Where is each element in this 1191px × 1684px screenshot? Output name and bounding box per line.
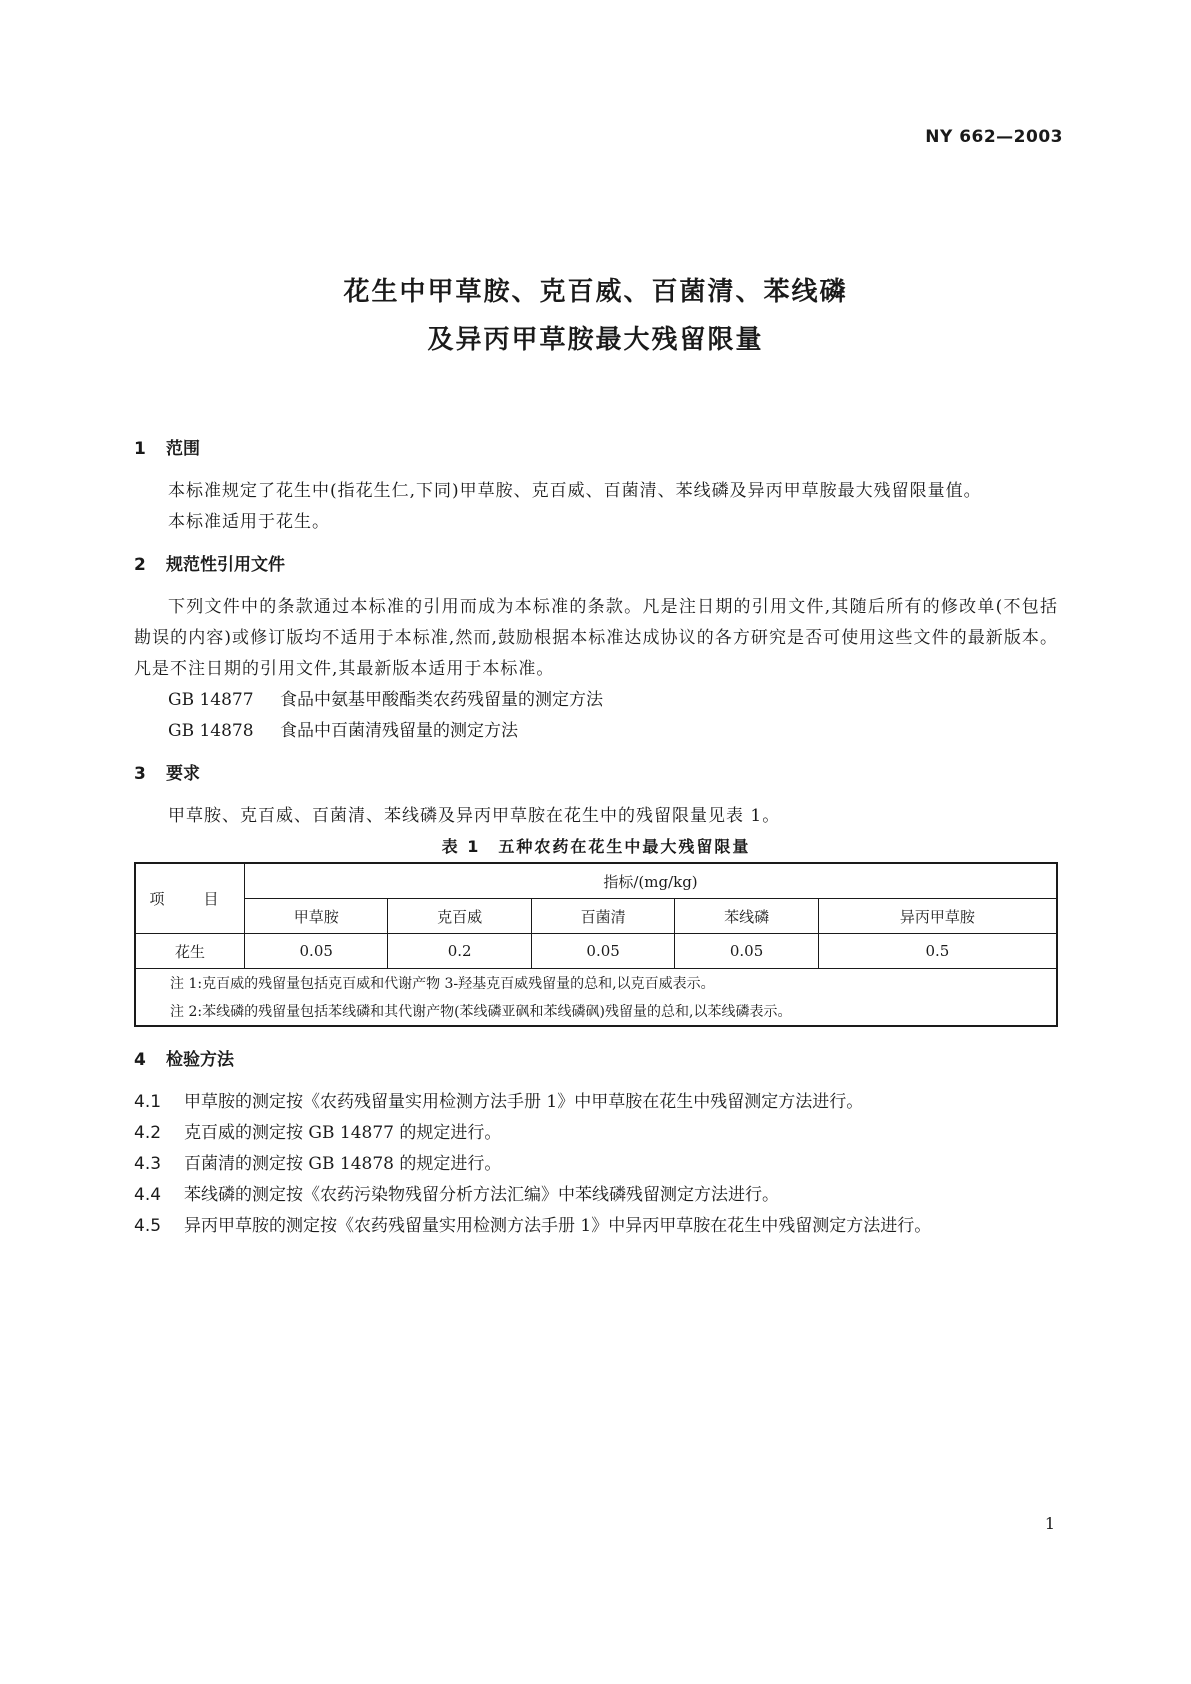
section-number: 2	[134, 555, 146, 575]
reference-item	[134, 716, 1058, 747]
section-number: 4	[134, 1050, 146, 1070]
method-number: 4.2	[134, 1123, 162, 1143]
section-title: 检验方法	[166, 1050, 234, 1070]
section-title: 规范性引用文件	[166, 555, 285, 575]
section-2-paragraph: 下列文件中的条款通过本标准的引用而成为本标准的条款。凡是注日期的引用文件,其随后所有的修改单(不包括勘误的内容)或修订版均不适用于本标准,然而,鼓励根据本标准达成协议的各方研究是否可使用这些文件的最新版本。凡是不注日期的引用文件,其最新版本适用于本标准。	[134, 597, 1058, 679]
reference-code: GB 14877	[168, 690, 254, 710]
method-number: 4.1	[134, 1092, 162, 1112]
method-item	[134, 1087, 1058, 1118]
method-item	[134, 1180, 1058, 1211]
method-text: 克百威的测定按 GB 14877 的规定进行。	[184, 1123, 502, 1143]
standard-code: NY 662—2003	[925, 127, 1063, 147]
method-text: 甲草胺的测定按《农药残留量实用检测方法手册 1》中甲草胺在花生中残留测定方法进行。	[184, 1092, 864, 1112]
section-number: 1	[134, 439, 146, 459]
table-row-label: 花生	[135, 934, 245, 969]
section-title: 范围	[166, 439, 200, 459]
section-3-heading	[134, 759, 1058, 789]
table-cell: 0.5	[818, 934, 1057, 969]
method-number: 4.3	[134, 1154, 162, 1174]
method-item	[134, 1149, 1058, 1180]
table-column-header: 异丙甲草胺	[818, 899, 1057, 934]
table-group-header: 指标/(mg/kg)	[245, 863, 1058, 899]
table-column-header: 克百威	[388, 899, 531, 934]
reference-item	[134, 685, 1058, 716]
section-1-paragraph-1: 本标准规定了花生中(指花生仁,下同)甲草胺、克百威、百菌清、苯线磷及异丙甲草胺最大残留限量值。	[168, 481, 982, 501]
method-number: 4.4	[134, 1185, 162, 1205]
table-cell: 0.05	[531, 934, 674, 969]
reference-code: GB 14878	[168, 721, 254, 741]
reference-title: 食品中氨基甲酸酯类农药残留量的测定方法	[280, 690, 603, 710]
method-text: 苯线磷的测定按《农药污染物残留分析方法汇编》中苯线磷残留测定方法进行。	[184, 1185, 779, 1205]
table-cell: 0.2	[388, 934, 531, 969]
section-1-heading	[134, 434, 1058, 464]
section-3-paragraph: 甲草胺、克百威、百菌清、苯线磷及异丙甲草胺在花生中的残留限量见表 1。	[168, 806, 781, 826]
section-1-paragraph-2: 本标准适用于花生。	[168, 512, 330, 532]
table-note: 注 2:苯线磷的残留量包括苯线磷和其代谢产物(苯线磷亚砜和苯线磷砜)残留量的总和,以苯线磷表示。	[135, 997, 1057, 1026]
method-number: 4.5	[134, 1216, 162, 1236]
table-caption: 表 1 五种农药在花生中最大残留限量	[441, 837, 751, 856]
table-column-header: 苯线磷	[675, 899, 818, 934]
section-title: 要求	[166, 764, 200, 784]
title-line-1: 花生中甲草胺、克百威、百菌清、苯线磷	[343, 277, 848, 307]
section-number: 3	[134, 764, 146, 784]
table-note: 注 1:克百威的残留量包括克百威和代谢产物 3-羟基克百威残留量的总和,以克百威表示。	[135, 969, 1057, 998]
document-title	[0, 268, 1191, 364]
section-2-heading	[134, 550, 1058, 580]
title-line-2: 及异丙甲草胺最大残留限量	[427, 325, 764, 355]
method-text: 异丙甲草胺的测定按《农药残留量实用检测方法手册 1》中异丙甲草胺在花生中残留测定方法进行。	[184, 1216, 932, 1236]
table-column-header: 百菌清	[531, 899, 674, 934]
table-column-header: 甲草胺	[245, 899, 388, 934]
table-cell: 0.05	[675, 934, 818, 969]
table-item-header: 项 目	[135, 863, 245, 934]
page-number: 1	[1044, 1514, 1055, 1533]
section-4-heading	[134, 1045, 1058, 1075]
reference-title: 食品中百菌清残留量的测定方法	[280, 721, 518, 741]
table-cell: 0.05	[245, 934, 388, 969]
table-row	[135, 934, 1057, 969]
residue-limit-table	[134, 862, 1058, 1027]
method-item	[134, 1211, 1058, 1242]
document-body	[134, 434, 1058, 1242]
method-item	[134, 1118, 1058, 1149]
method-text: 百菌清的测定按 GB 14878 的规定进行。	[184, 1154, 502, 1174]
